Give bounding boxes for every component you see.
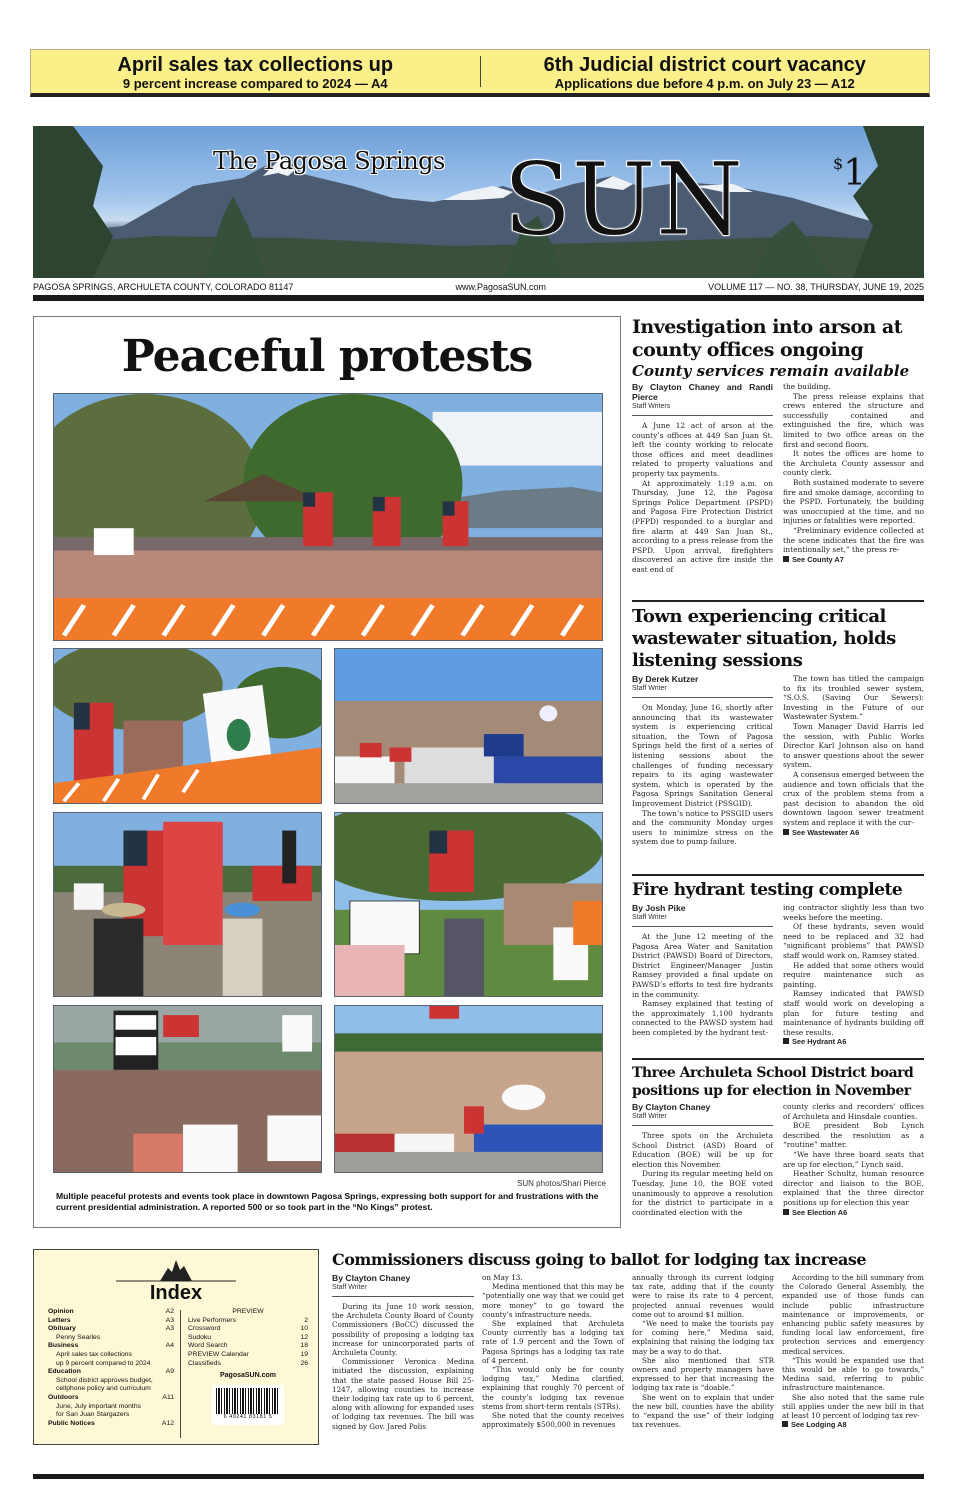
index-label: Outdoors — [48, 1393, 79, 1401]
paragraph: A consensus emerged between the audience and town officials that the crux of the problem stems from a past decision to abandon the old downtown lagoon sewer treatment system and replace it with the cur- — [783, 769, 924, 827]
jump-line[interactable] — [783, 828, 924, 838]
index-entry[interactable] — [188, 1325, 308, 1334]
square-bullet-icon — [783, 1209, 789, 1215]
paragraph-continued: on May 13. — [482, 1273, 523, 1282]
square-bullet-icon — [783, 1038, 789, 1044]
teaser-title: 6th Judicial district court vacancy — [543, 54, 866, 76]
index-entry[interactable] — [48, 1325, 174, 1334]
story-wastewater[interactable] — [632, 606, 924, 872]
index-entry[interactable] — [48, 1420, 174, 1429]
square-bullet-icon — [782, 1421, 788, 1427]
teaser-title: April sales tax collections up — [117, 54, 394, 76]
feature-photo-5[interactable] — [334, 812, 603, 997]
index-label: Sudoku — [188, 1333, 212, 1341]
index-divider — [180, 1310, 181, 1438]
paragraph: She went on to explain that under the new bill, counties have the ability to “expand the use” of their lodging tax revenues. — [632, 1392, 774, 1430]
paragraph: During its June 10 work session, the Archuleta County Board of County Commissioners (BoCC) discussed the possibility of proposing a lodging tax increase for unincorporated parts of Archuleta County. — [332, 1302, 474, 1358]
byline: By Clayton Chaney — [632, 1102, 711, 1112]
index-label: Opinion — [48, 1308, 74, 1315]
story-column-2 — [482, 1273, 624, 1431]
photo-trucks-county-building — [335, 1006, 602, 1172]
index-label: Public Notices — [48, 1419, 95, 1427]
jump-line[interactable] — [782, 1420, 924, 1430]
index-entry[interactable] — [48, 1394, 174, 1403]
index-entry[interactable] — [188, 1334, 308, 1343]
price-value: 1 — [843, 153, 867, 194]
story-headline[interactable]: Commissioners discuss going to ballot for lodging tax increase — [332, 1250, 867, 1269]
index-subitem: cellphone policy and curriculum — [56, 1385, 151, 1393]
paragraph: Three spots on the Archuleta School District (ASD) Board of Education (BOE) will be up for election this November. — [632, 1131, 773, 1169]
index-page: A9 — [165, 1368, 174, 1376]
story-column-3 — [632, 1273, 774, 1431]
dateline-rule — [33, 295, 924, 301]
index-page: A3 — [165, 1325, 174, 1333]
feature-photo-2[interactable] — [53, 648, 322, 804]
page-bottom-rule — [33, 1474, 924, 1479]
paragraph-continued: county clerks and recorders’ offices of Archuleta and Hinsdale counties. — [783, 1102, 924, 1121]
feature-photo-6[interactable] — [53, 1005, 322, 1173]
index-label: Letters — [48, 1316, 71, 1324]
story-lodging-tax[interactable] — [332, 1249, 924, 1431]
index-label: Education — [48, 1368, 81, 1376]
paragraph: At approximately 1:19 a.m. on Thursday, June 12, the Pagosa Springs Police Department (PSPD) and Pagosa Fire Protection District (PFPD) responded to a burglar and fire alarm at 449 San Juan St., according to a press release from the PSPD. Upon arrival, firefighters discovered an active fire inside the east end of — [632, 478, 773, 574]
index-label: Classifieds — [188, 1359, 221, 1367]
story-divider — [632, 600, 924, 602]
jump-text: See Lodging A8 — [791, 1420, 847, 1430]
paragraph-continued: the building. — [783, 382, 831, 391]
story-headline[interactable]: Fire hydrant testing complete — [632, 880, 903, 900]
photo-marchers-flags — [54, 813, 321, 996]
index-entry[interactable] — [188, 1342, 308, 1351]
teaser-bar — [30, 49, 930, 97]
paragraph: BOE president Bob Lynch described the resolution as a “routine” matter. — [783, 1121, 924, 1150]
paragraph: Ramsey explained that testing of the approximately 1,100 hydrants connected to the PAWSD system had been completed by the hydrant test- — [632, 999, 773, 1037]
paragraph: On Monday, June 16, shortly after announcing that its wastewater system is experiencing critical situation, the Town of Pagosa Springs held the first of a series of listening sessions about the challenges of funding necessary repairs to its aging wastewater system, which is operated by the Pagosa Springs Sanitation General Improvement District (PSSGID). — [632, 703, 773, 808]
paragraph-continued: ing contractor slightly less than two weeks before the meeting. — [783, 903, 924, 922]
index-subitem: School district approves budget, — [56, 1376, 153, 1384]
paragraph-continued: annually through its current lodging tax rate, adding that if the county were to raise its rate to 4 percent, projected annual revenues would come out to around $1 million. — [632, 1273, 774, 1319]
byline-role: Staff Writers — [632, 403, 671, 410]
feature-package — [33, 316, 621, 1228]
byline: By Clayton Chaney — [332, 1273, 411, 1283]
jump-text: See Election A6 — [792, 1207, 848, 1217]
paragraph: Commissioner Veronica Medina initiated the discussion, explaining that the state passed House Bill 25-1247, allowing counties to increase their lodging tax rate up to 6 percent, along with allowing for expanded uses of lodging tax revenues. The bill was signed by Gov. Jared Polis — [332, 1357, 474, 1431]
teaser-subtitle: Applications due before 4 p.m. on July 23 — A12 — [554, 76, 855, 91]
paragraph: He added that some others would require maintenance such as painting. — [783, 960, 924, 989]
dateline — [33, 282, 924, 293]
index-page: A12 — [161, 1419, 174, 1427]
paragraph: “We need to make the tourists pay for coming here,” Medina said, explaining that raising the lodging tax may be a way to do that. — [632, 1319, 774, 1356]
index-entry[interactable] — [48, 1368, 174, 1377]
paragraph: It notes the offices are home to the Archuleta County assessor and county clerk. — [783, 449, 924, 478]
byline-role: Staff Writer — [632, 685, 667, 692]
paragraph: “Preliminary evidence collected at the scene indicates that the fire was intentionally set,” the press re- — [783, 525, 924, 555]
story-school-board[interactable] — [632, 1064, 924, 1240]
byline: By Josh Pike — [632, 903, 686, 913]
byline-rule — [632, 926, 773, 927]
index-sections — [48, 1308, 174, 1428]
paragraph: Both sustained moderate to severe fire and smoke damage, according to the PSPD. Fortunately, the building was unoccupied at the time, and no injuries or fatalities were reported. — [783, 477, 924, 526]
preview-header: PREVIEW — [232, 1308, 264, 1315]
paragraph: “We have three board seats that are up for election,” Lynch said. — [783, 1149, 924, 1169]
paragraph: She explained that Archuleta County currently has a lodging tax rate of 1.9 percent and the Town of Pagosa Springs has a lodging tax rate of 4 percent. — [482, 1319, 624, 1365]
photo-building-vehicles — [335, 649, 602, 803]
index-entry[interactable] — [48, 1308, 174, 1317]
index-label: Obituary — [48, 1325, 76, 1333]
index-page: A4 — [165, 1342, 174, 1350]
index-title: Index — [149, 1282, 203, 1304]
byline: By Derek Kutzer — [632, 674, 699, 684]
paragraph: Medina mentioned that this may be “potentially one way that we could get more money” to go toward the county’s infrastructure needs. — [482, 1282, 624, 1319]
paragraph: “This would only be for county lodging tax,” Medina clarified, explaining that roughly 70 percent of the county’s lodging tax revenue stems from short-term rentals (STRs). — [482, 1365, 624, 1411]
index-entry[interactable] — [48, 1342, 174, 1351]
story-arson[interactable] — [632, 316, 924, 598]
index-entry[interactable] — [188, 1317, 308, 1326]
masthead-title: SUN — [503, 141, 744, 258]
index-page: A3 — [165, 1316, 174, 1324]
dateline-website[interactable]: www.PagosaSUN.com — [455, 282, 547, 292]
byline-rule — [332, 1296, 474, 1297]
story-column-2 — [783, 674, 924, 847]
index-label: Word Search — [188, 1342, 228, 1350]
photo-crowd-barricades — [54, 394, 602, 640]
index-label: Business — [48, 1342, 79, 1350]
jump-text: See Wastewater A6 — [792, 827, 860, 837]
index-page: 19 — [300, 1350, 308, 1358]
square-bullet-icon — [783, 829, 789, 835]
story-column-2 — [783, 382, 924, 575]
paragraph: Heather Schultz, human resource director and liaison to the BOE, explained that the three director positions up for election this year — [783, 1169, 924, 1207]
price-symbol: $ — [833, 154, 844, 173]
index-page: 10 — [300, 1325, 308, 1333]
index-page: A11 — [162, 1393, 174, 1401]
byline-rule — [632, 1125, 773, 1126]
masthead-tagline: The Pagosa Springs — [213, 147, 445, 175]
byline-role: Staff Writer — [632, 1113, 667, 1120]
story-column-1 — [332, 1273, 474, 1431]
byline: By Clayton Chaney and Randi Pierce — [632, 382, 773, 402]
jump-line[interactable] — [783, 1208, 924, 1218]
jump-line[interactable] — [783, 1037, 924, 1047]
index-label: Crossword — [188, 1325, 221, 1333]
paragraph: During its regular meeting held on Tuesday, June 10, the BOE voted unanimously to approve a resolution for the district to participate in a coordinated election with the — [632, 1169, 773, 1217]
index-page: 18 — [300, 1342, 308, 1350]
feature-photo-7[interactable] — [334, 1005, 603, 1173]
story-headline[interactable]: Three Archuleta School District board positions up for election in November — [632, 1065, 914, 1099]
byline-rule — [632, 415, 773, 416]
barcode — [212, 1385, 284, 1425]
story-column-1 — [632, 903, 773, 1047]
story-headline[interactable]: Investigation into arson at county offices ongoing — [632, 316, 903, 361]
photo-no-kings-signs — [335, 813, 602, 996]
feature-photo-main[interactable] — [53, 393, 603, 641]
story-column-1 — [632, 674, 773, 847]
index-page: 12 — [300, 1333, 308, 1341]
paragraph: According to the bill summary from the Colorado General Assembly, the expanded use of those funds can include public infrastructure maintenance or improvements, or enhancing public safety measures by funding local law enforcement, fire protection services and emergency medical services. — [782, 1273, 924, 1356]
byline-role: Staff Writer — [632, 914, 667, 921]
paragraph: The town has titled the campaign to fix its troubled sewer system, “S.O.S. (Saving Our Sewers): Investing in the Future of our Wastewater System.” — [783, 674, 924, 722]
story-column-1 — [632, 382, 773, 575]
feature-title: Peaceful protests — [121, 331, 533, 382]
mountain-logo-icon — [34, 1258, 318, 1282]
paragraph: Ramsey indicated that PAWSD staff would work on developing a plan for future testing and maintenance of hydrants building off these results. — [783, 989, 924, 1037]
paragraph: At the June 12 meeting of the Pagosa Area Water and Sanitation District (PAWSD) Board of Directors, District Engineer/Manager Justin Ramsey provided a final update on PAWSD’s efforts to test fire hydrants in the community. — [632, 932, 773, 999]
mountain-landscape-image — [33, 126, 924, 278]
story-divider — [632, 874, 924, 876]
story-column-2 — [783, 903, 924, 1047]
index-subitem: April sales tax collections — [56, 1350, 132, 1358]
feature-photo-4[interactable] — [53, 812, 322, 997]
byline-role: Staff Writer — [332, 1284, 367, 1291]
index-label: PREVIEW Calendar — [188, 1350, 249, 1358]
photo-cutline: Multiple peaceful protests and events took place in downtown Pagosa Springs, expressing both support for and frustrations with the current presidential administration. A reported 500 or so took part in the “No Kings” protest. — [56, 1191, 599, 1212]
photo-flags-barricade — [54, 649, 321, 803]
index-box — [33, 1249, 319, 1445]
index-page: A2 — [165, 1308, 174, 1315]
index-subitem: up 9 percent compared to 2024 — [56, 1359, 151, 1367]
index-preview — [188, 1308, 308, 1425]
story-column-4 — [782, 1273, 924, 1431]
paragraph: A June 12 act of arson at the county’s offices at 449 San Juan St. left the county working to relocate those offices and meet deadlines related to property valuations and property tax payments. — [632, 421, 773, 478]
teaser-court-vacancy[interactable] — [481, 50, 930, 93]
paragraph: The town’s notice to PSSGID users and the community Monday urges users to minimize stress on the system due to pump failure. — [632, 808, 773, 847]
story-fire-hydrant[interactable] — [632, 880, 924, 1055]
index-page: 26 — [300, 1359, 308, 1367]
price — [833, 144, 866, 194]
story-divider — [632, 1058, 924, 1060]
teaser-sales-tax[interactable] — [31, 50, 480, 93]
dateline-issue: VOLUME 117 — NO. 38, THURSDAY, JUNE 19, 2025 — [708, 282, 924, 292]
index-entry[interactable] — [48, 1317, 174, 1326]
barcode-icon — [216, 1388, 280, 1414]
photo-credit: SUN photos/Shari Pierce — [517, 1179, 606, 1188]
paragraph: The press release explains that crews entered the structure and successfully contained and extinguished the fire, which was limited to two office areas on the first and second floors. — [783, 391, 924, 449]
index-website-link[interactable]: PagosaSUN.com — [219, 1372, 277, 1380]
jump-line[interactable] — [783, 555, 924, 565]
jump-text: See Hydrant A6 — [792, 1037, 847, 1047]
index-subitem: for San Juan Stargazers — [56, 1411, 130, 1419]
teaser-subtitle: 9 percent increase compared to 2024 — A4 — [122, 76, 388, 91]
story-deck: County services remain available — [632, 362, 910, 380]
barcode-number: 6 49241 83181 5 — [223, 1414, 273, 1421]
paragraph: She also noted that the same rule still applies under the new bill in that at least 10 percent of lodging tax rev- — [782, 1392, 924, 1421]
paragraph: Of these hydrants, seven would need to be replaced and 32 had “significant problems” that PAWSD staff would work on, Ramsey stated. — [783, 922, 924, 960]
masthead — [33, 126, 924, 278]
paragraph: She also mentioned that STR owners and property managers have expressed to her that increasing the lodging tax rate is “doable.” — [632, 1355, 774, 1393]
index-label: Live Performers — [188, 1316, 236, 1324]
story-headline[interactable]: Town experiencing critical wastewater situation, holds listening sessions — [632, 606, 896, 671]
paragraph: “This would be expanded use that this would be able to go towards,” Medina said, referring to public infrastructure maintenance. — [782, 1355, 924, 1393]
index-entry[interactable] — [188, 1360, 308, 1369]
feature-photo-3[interactable] — [334, 648, 603, 804]
dateline-location: PAGOSA SPRINGS, ARCHULETA COUNTY, COLORADO 81147 — [33, 282, 294, 292]
photo-marchers-signs — [54, 1006, 321, 1172]
jump-text: See County A7 — [792, 554, 844, 564]
index-subitem: Penny Searles — [56, 1333, 101, 1341]
paragraph: Town Manager David Harris led the session, with Public Works Director Karl Johnson also on hand to answer questions about the sewer system. — [783, 721, 924, 770]
byline-rule — [632, 697, 773, 698]
story-column-1 — [632, 1102, 773, 1218]
index-subitem: June, July important months — [56, 1402, 142, 1410]
story-column-2 — [783, 1102, 924, 1218]
square-bullet-icon — [783, 556, 789, 562]
paragraph: She noted that the county receives approximately $500,000 in revenues — [482, 1411, 624, 1430]
index-page: 2 — [304, 1316, 308, 1324]
index-entry[interactable] — [188, 1351, 308, 1360]
